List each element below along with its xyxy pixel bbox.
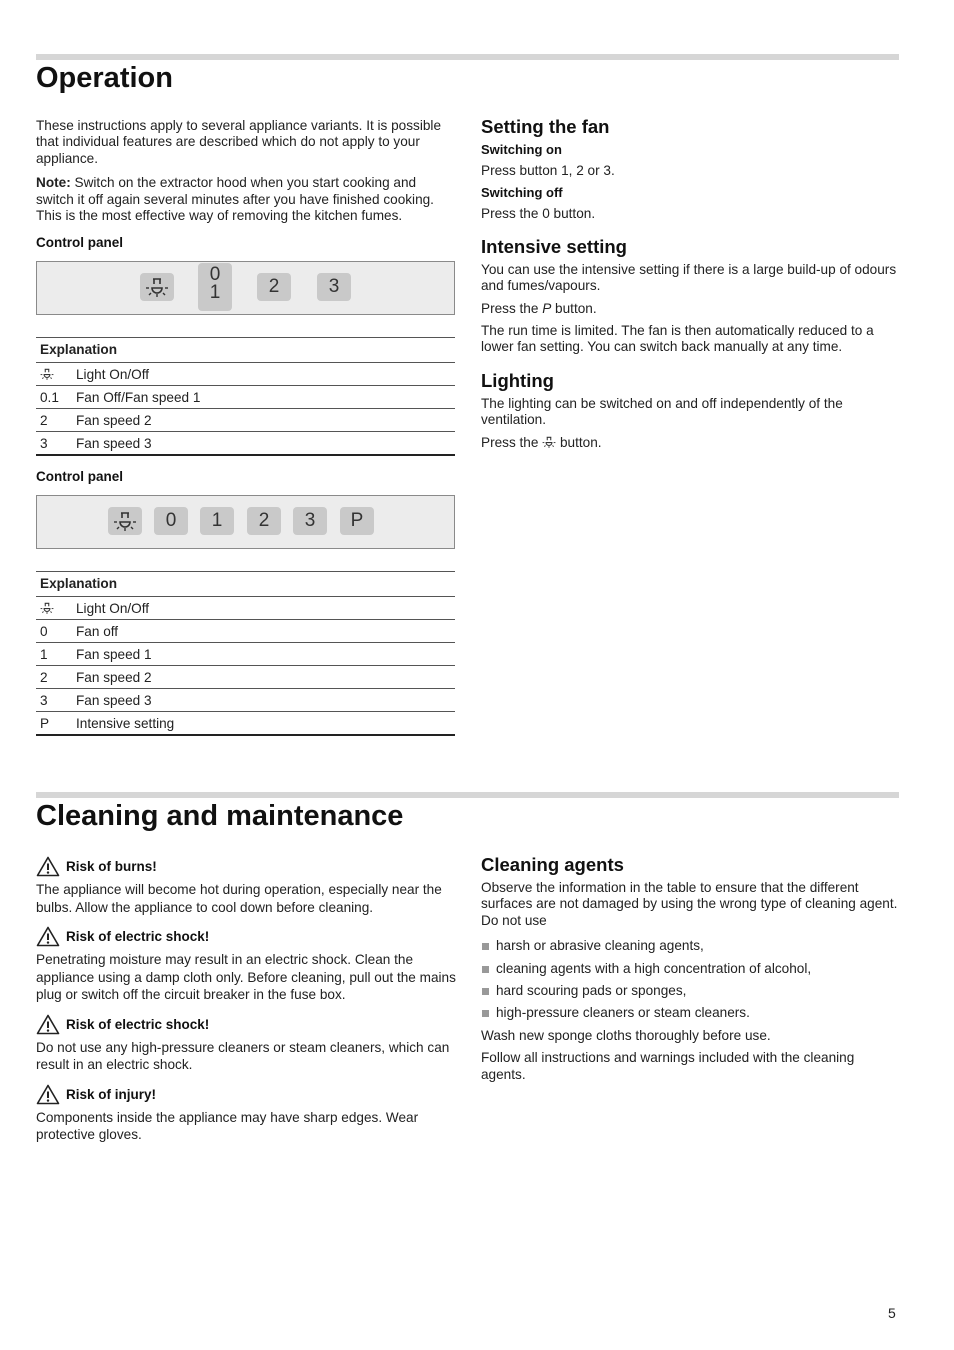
- table-row: [36, 409, 455, 432]
- switching-off-label: Switching off: [481, 185, 563, 201]
- warning-title: Risk of burns!: [66, 859, 157, 874]
- list-item: [481, 961, 899, 977]
- p-symbol: P: [542, 300, 552, 316]
- table-row: [36, 597, 455, 620]
- intensive-text-2: The run time is limited. The fan is then automatically reduced to a lower fan setting. You can switch back manually at any time.: [481, 323, 874, 355]
- note-label: Note:: [36, 175, 71, 191]
- fan-speed-2-button[interactable]: 2: [247, 507, 281, 535]
- row-text: Fan Off/Fan speed 1: [72, 386, 455, 409]
- cleaning-agents-text-1: Wash new sponge cloths thoroughly before use.: [481, 1027, 771, 1043]
- warning-text: The appliance will become hot during operation, especially near the bulbs. Allow the appliance to cool down before cleaning.: [36, 882, 442, 915]
- press-post: button.: [551, 300, 597, 316]
- table-row: [36, 432, 455, 456]
- section-rule-cleaning: [36, 792, 899, 798]
- row-symbol: 2: [36, 409, 72, 432]
- table-row: [36, 689, 455, 712]
- fan-speed-1-button[interactable]: 1: [200, 507, 234, 535]
- control-panel-1: [36, 261, 455, 315]
- cleaning-title: Cleaning and maintenance: [36, 800, 404, 832]
- bullet-square-icon: [482, 988, 489, 995]
- note-text: Switch on the extractor hood when you start cooking and switch it off again several minutes after you have finished cooking. This is the most effective way of removing the kitchen fumes.: [36, 175, 434, 224]
- fan-speed-3-button[interactable]: 3: [293, 507, 327, 535]
- switching-on-label: Switching on: [481, 142, 562, 157]
- list-item: [481, 983, 899, 999]
- row-text: Intensive setting: [72, 712, 455, 736]
- table-row: [36, 666, 455, 689]
- warning-heading: [36, 926, 456, 947]
- bullet-square-icon: [482, 966, 489, 973]
- row-symbol: P: [36, 712, 72, 736]
- table-row: [36, 712, 455, 736]
- light-button[interactable]: [108, 507, 142, 535]
- warning-heading: [36, 1014, 456, 1035]
- row-symbol: 0.1: [36, 386, 72, 409]
- light-icon: [542, 435, 556, 449]
- table-row: [36, 643, 455, 666]
- key-1-label: 1: [209, 282, 221, 304]
- light-icon: [145, 276, 169, 298]
- press-post: button.: [556, 434, 602, 450]
- light-symbol-cell: [36, 597, 72, 620]
- warning-text: Components inside the appliance may have sharp edges. Wear protective gloves.: [36, 1109, 419, 1142]
- press-pre: Press the: [481, 300, 543, 316]
- operation-right-column: [481, 116, 899, 451]
- control-panel-heading-1: Control panel: [36, 235, 123, 251]
- fan-off-button[interactable]: 0: [154, 507, 188, 535]
- warning-heading: [36, 856, 456, 877]
- warning-title: Risk of injury!: [66, 1086, 157, 1102]
- row-text: Light On/Off: [72, 363, 455, 386]
- warning-triangle-icon: [36, 1084, 60, 1105]
- warning-triangle-icon: [36, 1014, 60, 1035]
- explanation-table-1: [36, 337, 455, 456]
- warning-heading: [36, 1084, 456, 1105]
- operation-left-column: [36, 118, 456, 736]
- intensive-text-1: You can use the intensive setting if there is a large build-up of odours and fumes/vapours.: [481, 261, 897, 294]
- cleaning-right-column: [481, 854, 899, 1083]
- row-text: Fan speed 2: [72, 409, 455, 432]
- warning-text: Do not use any high-pressure cleaners or steam cleaners, which can result in an electric shock.: [36, 1039, 450, 1072]
- light-icon: [40, 601, 54, 615]
- light-icon: [113, 510, 137, 532]
- list-item: [481, 1005, 899, 1021]
- row-text: Fan speed 3: [72, 432, 455, 456]
- switching-on-text: Press button 1, 2 or 3.: [481, 163, 615, 178]
- warning-text: Penetrating moisture may result in an electric shock. Clean the appliance using a damp cloth only. Before cleaning, pull out the mains plug or switch off the circuit breaker in the fuse box.: [36, 952, 456, 1002]
- row-symbol: 0: [36, 620, 72, 643]
- row-symbol: 3: [36, 432, 72, 456]
- cleaning-agents-title: Cleaning agents: [481, 854, 624, 875]
- explanation-table-2: [36, 571, 455, 736]
- table-header: Explanation: [36, 338, 455, 363]
- table-row: [36, 363, 455, 386]
- cleaning-agents-list: [481, 938, 899, 1022]
- fan-speed-2-button[interactable]: 2: [257, 273, 291, 301]
- setting-fan-title: Setting the fan: [481, 116, 610, 137]
- bullet-square-icon: [482, 943, 489, 950]
- section-rule-operation: [36, 54, 899, 60]
- row-text: Fan speed 3: [72, 689, 455, 712]
- light-button[interactable]: [140, 273, 174, 301]
- operation-title: Operation: [36, 62, 173, 94]
- row-text: Fan speed 2: [72, 666, 455, 689]
- intensive-title: Intensive setting: [481, 235, 627, 257]
- intro-paragraph: These instructions apply to several appliance variants. It is possible that individual features are described which do not apply to your appliance.: [36, 118, 441, 166]
- list-item-text: high-pressure cleaners or steam cleaners.: [496, 1005, 750, 1021]
- list-item-text: harsh or abrasive cleaning agents,: [496, 938, 704, 954]
- row-symbol: 2: [36, 666, 72, 689]
- fan-off-speed1-button[interactable]: [198, 263, 232, 311]
- light-symbol-cell: [36, 363, 72, 386]
- bullet-square-icon: [482, 1010, 489, 1017]
- page-number: 5: [888, 1305, 896, 1321]
- intensive-button[interactable]: P: [340, 507, 374, 535]
- warning-triangle-icon: [36, 926, 60, 947]
- warning-triangle-icon: [36, 856, 60, 877]
- row-symbol: 3: [36, 689, 72, 712]
- row-symbol: 1: [36, 643, 72, 666]
- list-item: [481, 938, 899, 954]
- list-item-text: hard scouring pads or sponges,: [496, 983, 687, 999]
- cleaning-agents-text-2: Follow all instructions and warnings included with the cleaning agents.: [481, 1050, 855, 1082]
- cleaning-left-column: [36, 856, 456, 1144]
- switching-off-text: Press the 0 button.: [481, 206, 596, 222]
- key-0-label: 0: [209, 264, 221, 286]
- warning-title: Risk of electric shock!: [66, 929, 210, 944]
- cleaning-agents-intro: Observe the information in the table to ensure that the different surfaces are not damaged by using the wrong type of cleaning agent. Do not use: [481, 880, 898, 928]
- table-header: Explanation: [36, 572, 455, 597]
- row-text: Fan speed 1: [72, 643, 455, 666]
- intensive-press: [481, 301, 899, 317]
- fan-speed-3-button[interactable]: 3: [317, 273, 351, 301]
- note-paragraph: [36, 175, 456, 224]
- control-panel-2: [36, 495, 455, 549]
- lighting-title: Lighting: [481, 369, 554, 391]
- control-panel-heading-2: Control panel: [36, 469, 123, 485]
- row-text: Light On/Off: [72, 597, 455, 620]
- warning-title: Risk of electric shock!: [66, 1016, 210, 1032]
- lighting-press: [481, 435, 899, 451]
- table-row: [36, 386, 455, 409]
- row-text: Fan off: [72, 620, 455, 643]
- light-icon: [40, 367, 54, 381]
- press-pre: Press the: [481, 434, 543, 450]
- lighting-text-1: The lighting can be switched on and off independently of the ventilation.: [481, 395, 843, 428]
- list-item-text: cleaning agents with a high concentration of alcohol,: [496, 960, 812, 976]
- table-row: [36, 620, 455, 643]
